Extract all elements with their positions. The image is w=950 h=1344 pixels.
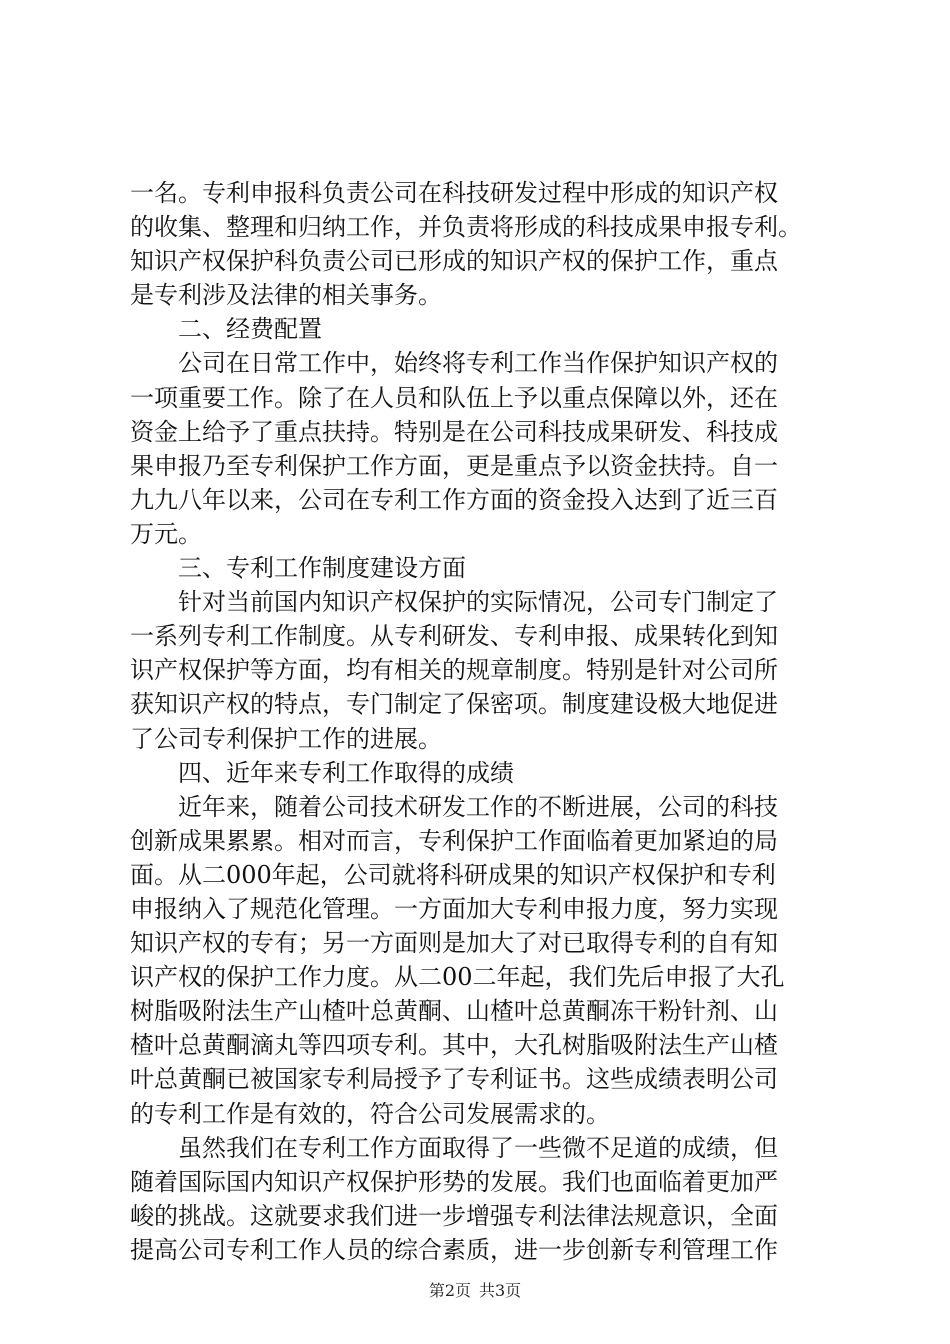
text-line: 二、经费配置 <box>130 315 322 344</box>
page-footer <box>0 1278 950 1301</box>
text-line: 随着国际国内知识产权保护形势的发展。我们也面临着更加严 <box>130 1167 778 1196</box>
text-line: 一项重要工作。除了在人员和队伍上予以重点保障以外，还在 <box>130 383 778 412</box>
text-line: 识产权的保护工作力度。从二00二年起，我们先后申报了大孔 <box>130 963 785 992</box>
text-line: 峻的挑战。这就要求我们进一步增强专利法律法规意识，全面 <box>130 1201 778 1230</box>
text-line: 万元。 <box>130 519 202 548</box>
text-line: 识产权保护等方面，均有相关的规章制度。特别是针对公司所 <box>130 656 778 685</box>
text-line: 虽然我们在专利工作方面取得了一些微不足道的成绩，但 <box>130 1133 778 1162</box>
text-line: 一系列专利工作制度。从专利研发、专利申报、成果转化到知 <box>130 622 778 651</box>
text-line: 公司在日常工作中，始终将专利工作当作保护知识产权的 <box>130 349 778 378</box>
text-line: 三、专利工作制度建设方面 <box>130 554 466 583</box>
text-line: 面。从二000年起，公司就将科研成果的知识产权保护和专利 <box>130 860 776 889</box>
text-line: 果申报乃至专利保护工作方面，更是重点予以资金扶持。自一 <box>130 451 778 480</box>
text-line: 近年来，随着公司技术研发工作的不断进展，公司的科技 <box>130 792 778 821</box>
text-line: 提高公司专利工作人员的综合素质，进一步创新专利管理工作 <box>130 1235 778 1264</box>
text-line: 针对当前国内知识产权保护的实际情况，公司专门制定了 <box>130 588 778 617</box>
document-body <box>130 176 830 1267</box>
page-number: 第2页 <box>428 1281 471 1300</box>
text-line: 一名。专利申报科负责公司在科技研发过程中形成的知识产权 <box>130 179 778 207</box>
text-line: 的专利工作是有效的，符合公司发展需求的。 <box>130 1099 610 1128</box>
text-line: 获知识产权的特点，专门制定了保密项。制度建设极大地促进 <box>130 690 778 719</box>
page-total: 共3页 <box>479 1281 522 1300</box>
text-line: 申报纳入了规范化管理。一方面加大专利申报力度，努力实现 <box>130 894 778 923</box>
text-line: 楂叶总黄酮滴丸等四项专利。其中，大孔树脂吸附法生产山楂 <box>130 1031 778 1060</box>
text-line: 了公司专利保护工作的进展。 <box>130 724 442 753</box>
text-line: 是专利涉及法律的相关事务。 <box>130 281 442 310</box>
text-line: 的收集、整理和归纳工作，并负责将形成的科技成果申报专利。 <box>130 213 802 242</box>
text-line: 叶总黄酮已被国家专利局授予了专利证书。这些成绩表明公司 <box>130 1065 778 1094</box>
text-line: 创新成果累累。相对而言，专利保护工作面临着更加紧迫的局 <box>130 826 778 855</box>
text-line: 九九八年以来，公司在专利工作方面的资金投入达到了近三百 <box>130 485 778 514</box>
text-line: 资金上给予了重点扶持。特别是在公司科技成果研发、科技成 <box>130 417 778 446</box>
text-line: 知识产权的专有；另一方面则是加大了对已取得专利的自有知 <box>130 929 778 958</box>
text-line: 树脂吸附法生产山楂叶总黄酮、山楂叶总黄酮冻干粉针剂、山 <box>130 997 778 1026</box>
text-line: 知识产权保护科负责公司已形成的知识产权的保护工作，重点 <box>130 247 778 276</box>
text-line: 四、近年来专利工作取得的成绩 <box>130 758 514 787</box>
